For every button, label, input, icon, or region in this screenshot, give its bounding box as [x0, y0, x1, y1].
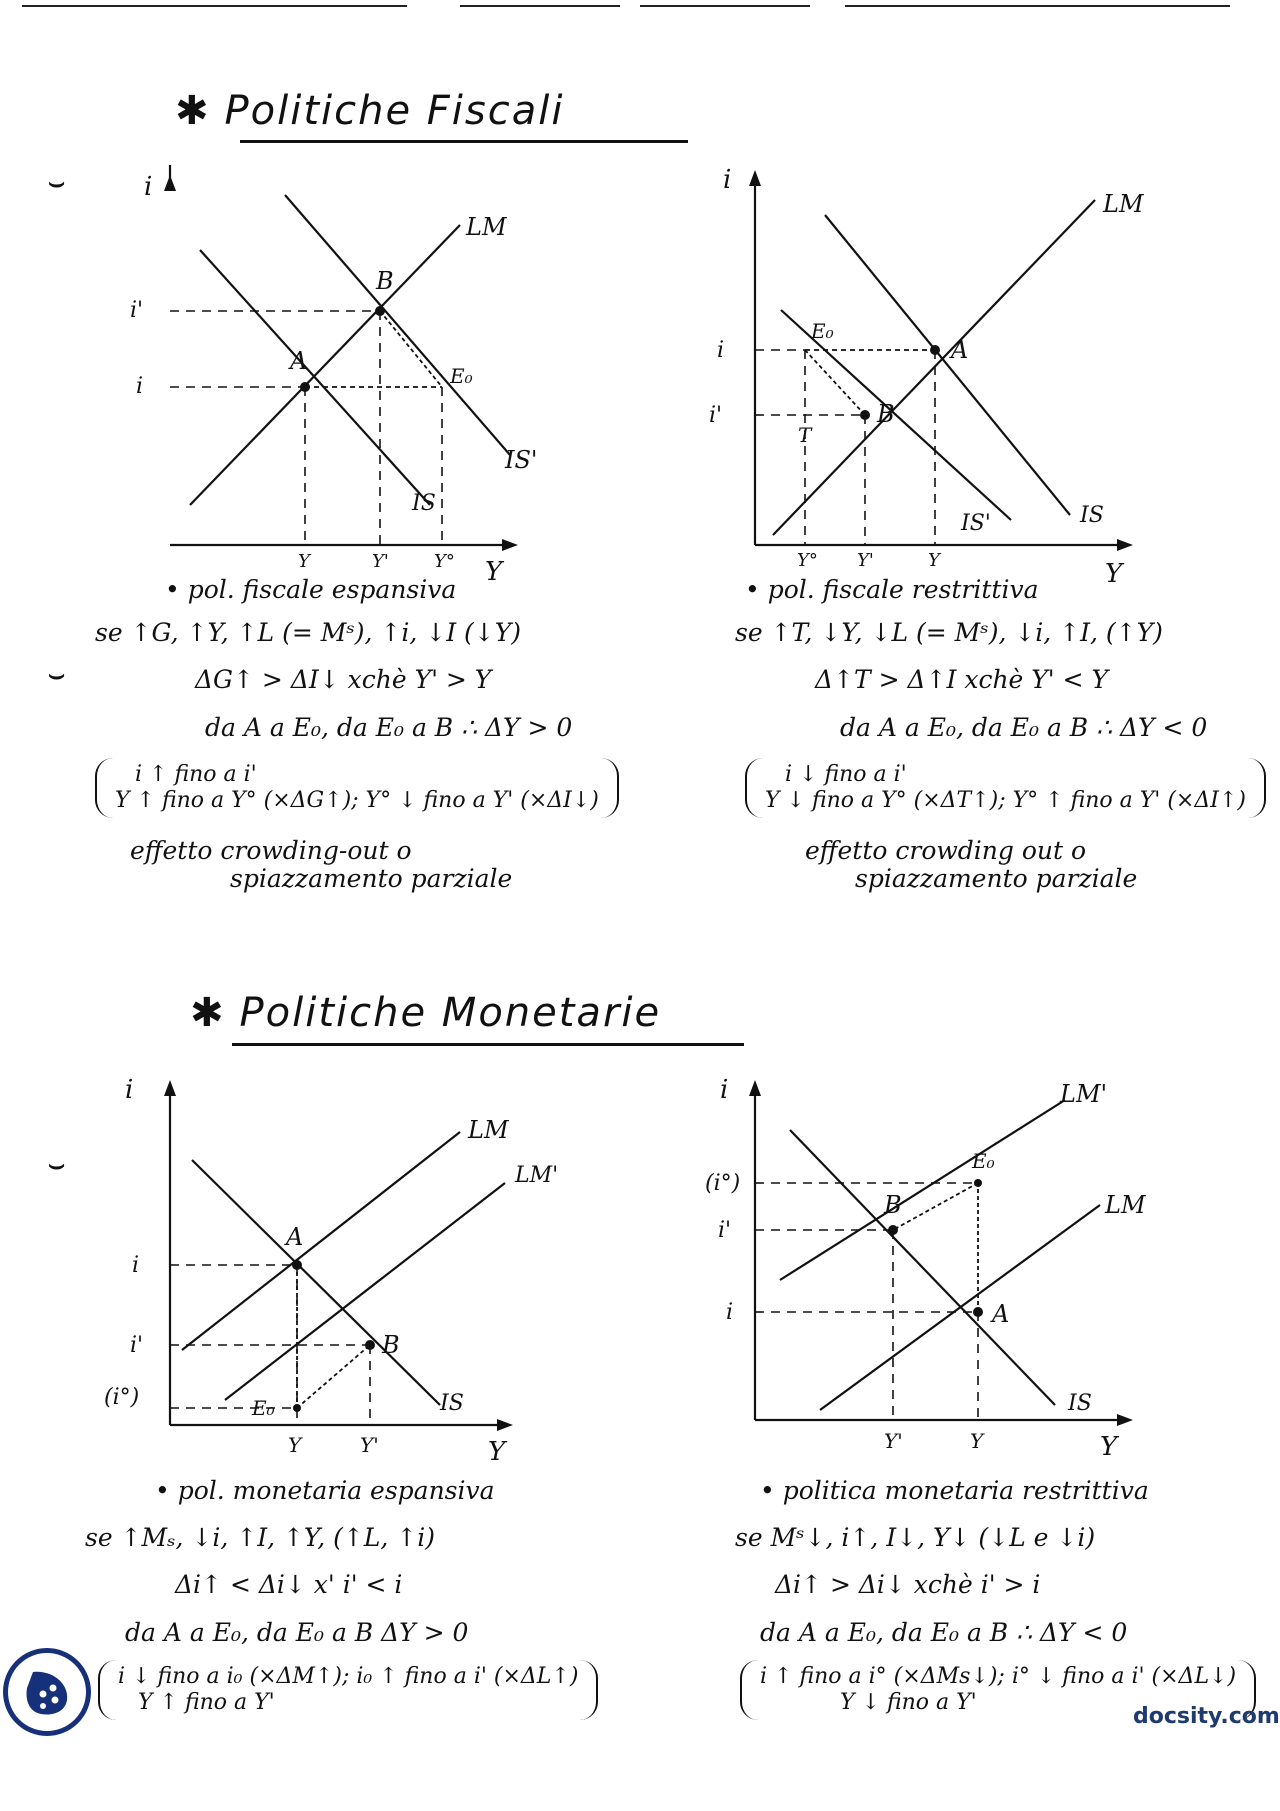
- g4-lm1-label: LM': [1060, 1080, 1108, 1108]
- g3-point-e0: E₀: [252, 1396, 275, 1420]
- graph-fiscal-expansive: [130, 165, 540, 595]
- g2-tick-y0: Y°: [797, 550, 818, 571]
- docsity-watermark[interactable]: docsity.com: [1133, 1704, 1280, 1729]
- g1-tick-y-prime: Y': [372, 551, 389, 572]
- g3-point-a: A: [286, 1223, 304, 1251]
- g1-i-axis-label: i: [144, 172, 153, 202]
- monetary-heading: ✱ Politiche Monetarie: [190, 990, 662, 1036]
- fiscal-exp-effect2: spiazzamento parziale: [230, 864, 513, 893]
- monetary-res-paren1: i ↑ fino a i° (×ΔMs↓); i° ↓ fino a i' (×ΔL↓): [760, 1664, 1237, 1689]
- g1-point-e0: E₀: [450, 364, 473, 388]
- monetary-exp-line3: da A a E₀, da E₀ a B ΔY > 0: [125, 1618, 469, 1647]
- fiscal-exp-paren2: Y ↑ fino a Y° (×ΔG↑); Y° ↓ fino a Y' (×ΔI↓): [115, 788, 599, 813]
- docsity-drop-icon: [19, 1664, 75, 1720]
- fiscal-exp-title: • pol. fiscale espansiva: [165, 575, 457, 604]
- g3-tick-i-prime: i': [130, 1333, 144, 1358]
- monetary-heading-text: Politiche Monetarie: [239, 990, 662, 1036]
- g3-tick-i0: (i°): [104, 1385, 140, 1410]
- g4-tick-i: i: [726, 1300, 734, 1325]
- g3-lm1-curve: [225, 1183, 505, 1400]
- monetary-res-title: • politica monetaria restrittiva: [760, 1476, 1149, 1505]
- g2-lm-label: LM: [1103, 190, 1144, 218]
- fiscal-res-effect1: effetto crowding out o: [805, 836, 1087, 865]
- docsity-logo-icon[interactable]: [3, 1648, 91, 1736]
- graph-monetary-expansive: [104, 1070, 559, 1470]
- g3-tick-i: i: [132, 1253, 140, 1278]
- g2-point-b: B: [877, 400, 895, 428]
- fiscal-exp-line1: se ↑G, ↑Y, ↑L (= Mˢ), ↑i, ↓I (↓Y): [95, 618, 521, 647]
- monetary-exp-paren1: i ↓ fino a i₀ (×ΔM↑); i₀ ↑ fino a i' (×ΔL↑): [118, 1664, 579, 1689]
- fiscal-exp-effect1: effetto crowding-out o: [130, 836, 412, 865]
- monetary-exp-line2: Δi↑ < Δi↓ x' i' < i: [175, 1570, 403, 1599]
- monetary-exp-line1: se ↑Mₛ, ↓i, ↑I, ↑Y, (↑L, ↑i): [85, 1523, 435, 1552]
- g1-tick-i-prime: i': [130, 298, 144, 323]
- monetary-exp-paren: [98, 1660, 598, 1720]
- top-rule-1: [22, 5, 407, 7]
- fiscal-res-line1: se ↑T, ↓Y, ↓L (= Mˢ), ↓i, ↑I, (↑Y): [735, 618, 1163, 647]
- g2-is1-label: IS': [961, 511, 991, 536]
- g2-tick-i: i: [717, 338, 725, 363]
- fiscal-res-paren1: i ↓ fino a i': [785, 762, 907, 787]
- g2-i-axis-label: i: [723, 165, 732, 195]
- fiscal-exp-line3: da A a E₀, da E₀ a B ∴ ΔY > 0: [205, 713, 573, 742]
- g4-tick-y: Y: [970, 1429, 984, 1453]
- g4-y-axis-label: Y: [1100, 1432, 1118, 1462]
- g1-lm-curve: [190, 225, 460, 505]
- g3-i-axis-label: i: [125, 1075, 134, 1105]
- monetary-res-line2: Δi↑ > Δi↓ xchè i' > i: [775, 1570, 1041, 1599]
- monetary-res-line1: se Mˢ↓, i↑, I↓, Y↓ (↓L e ↓i): [735, 1523, 1096, 1552]
- monetary-heading-underline: [232, 1043, 744, 1046]
- graph-fiscal-restrictive: [709, 160, 1144, 604]
- g1-y-axis-label: Y: [485, 557, 503, 587]
- g3-point-b: B: [382, 1331, 400, 1359]
- margin-mark-1: ⌣: [48, 168, 66, 198]
- g2-tick-y: Y: [928, 550, 940, 571]
- fiscal-exp-paren: [95, 758, 619, 818]
- fiscal-res-effect2: spiazzamento parziale: [855, 864, 1138, 893]
- g1-is1-label: IS': [505, 446, 538, 474]
- fiscal-res-paren2: Y ↓ fino a Y° (×ΔT↑); Y° ↑ fino a Y' (×ΔI↑): [765, 788, 1246, 813]
- g4-point-a: A: [992, 1300, 1010, 1328]
- g3-lm-label: LM: [468, 1116, 509, 1144]
- g3-tick-y-prime: Y': [360, 1433, 379, 1457]
- fiscal-exp-line2: ΔG↑ > ΔI↓ xchè Y' > Y: [195, 665, 492, 694]
- g1-lm-label: LM: [466, 213, 507, 241]
- fiscal-res-line2: Δ↑T > Δ↑I xchè Y' < Y: [815, 665, 1109, 694]
- top-rule-3: [640, 5, 810, 7]
- monetary-exp-title: • pol. monetaria espansiva: [155, 1476, 495, 1505]
- g3-y-axis-label: Y: [488, 1437, 506, 1467]
- g2-point-t: T: [798, 423, 812, 447]
- graph-monetary-restrictive: [700, 1070, 1146, 1470]
- g2-tick-y-prime: Y': [857, 550, 874, 571]
- g3-lm1-label: LM': [515, 1163, 559, 1188]
- g2-point-e0: E₀: [811, 319, 834, 343]
- g2-y-axis-label: Y: [1105, 559, 1123, 589]
- g2-is-label: IS: [1080, 503, 1104, 528]
- g1-point-a: A: [290, 347, 308, 375]
- top-rule-4: [845, 5, 1230, 7]
- g3-is-label: IS: [440, 1391, 464, 1416]
- fiscal-res-title: • pol. fiscale restrittiva: [745, 575, 1039, 604]
- fiscal-exp-paren1: i ↑ fino a i': [135, 762, 257, 787]
- g3-lm-curve: [182, 1132, 460, 1350]
- g2-is-curve: [825, 215, 1070, 515]
- g4-point-e0: E₀: [972, 1149, 995, 1173]
- top-rule-2: [460, 5, 620, 7]
- g1-tick-y0: Y°: [434, 551, 455, 572]
- g4-tick-i0: (i°): [705, 1171, 741, 1196]
- g4-point-b: B: [884, 1191, 902, 1219]
- monetary-exp-paren2: Y ↑ fino a Y': [138, 1690, 275, 1715]
- fiscal-heading-text: Politiche Fiscali: [224, 88, 565, 134]
- g3-tick-y: Y: [288, 1433, 302, 1457]
- g4-tick-y-prime: Y': [884, 1429, 903, 1453]
- g1-is-curve: [200, 250, 430, 505]
- g1-tick-i: i: [136, 374, 144, 399]
- monetary-res-paren2: Y ↓ fino a Y': [840, 1690, 977, 1715]
- margin-mark-3: ⌣: [48, 1150, 66, 1180]
- g4-lm-label: LM: [1105, 1191, 1146, 1219]
- g2-tick-i-prime: i': [709, 403, 723, 428]
- g1-point-b: B: [376, 267, 394, 295]
- g4-lm1-curve: [780, 1100, 1065, 1280]
- g1-is-label: IS: [412, 491, 436, 516]
- g3-is-curve: [192, 1160, 440, 1405]
- monetary-res-line3: da A a E₀, da E₀ a B ∴ ΔY < 0: [760, 1618, 1128, 1647]
- g4-tick-i-prime: i': [718, 1218, 732, 1243]
- fiscal-res-paren: [745, 758, 1266, 818]
- g4-i-axis-label: i: [720, 1075, 729, 1105]
- g1-tick-y: Y: [298, 551, 310, 572]
- fiscal-heading-underline: [240, 140, 688, 143]
- fiscal-heading: ✱ Politiche Fiscali: [175, 88, 565, 134]
- margin-mark-2: ⌣: [48, 660, 66, 690]
- g2-point-a: A: [951, 336, 969, 364]
- g4-is-label: IS: [1068, 1391, 1092, 1416]
- fiscal-res-line3: da A a E₀, da E₀ a B ∴ ΔY < 0: [840, 713, 1208, 742]
